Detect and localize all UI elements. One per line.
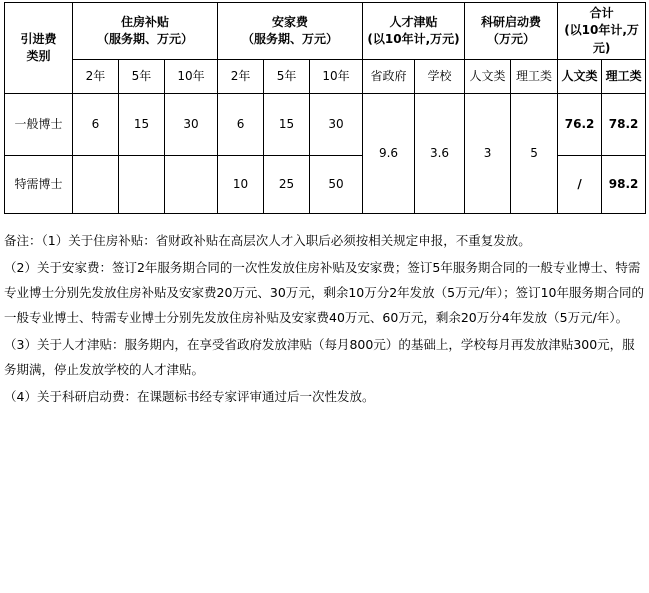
header-housing-10y: 10年 [165, 60, 218, 94]
cell-total-humanities-general: 76.2 [558, 94, 602, 156]
table-row [5, 94, 646, 156]
cell-talent-province: 9.6 [363, 94, 415, 214]
header-housing-5y: 5年 [119, 60, 165, 94]
cell-housing-5y-general: 15 [119, 94, 165, 156]
cell-settling-10y-general: 30 [310, 94, 363, 156]
cell-settling-10y-special: 50 [310, 156, 363, 214]
row-label-special-doctor: 特需博士 [5, 156, 73, 214]
header-settling-2y: 2年 [218, 60, 264, 94]
header-housing-line1: 住房补贴 [121, 14, 170, 29]
cell-settling-5y-general: 15 [264, 94, 310, 156]
header-research [465, 3, 558, 60]
cell-housing-10y-general: 30 [165, 94, 218, 156]
header-total [558, 3, 646, 60]
note-2: （2）关于安家费：签订2年服务期合同的一次性发放住房补贴及安家费；签订5年服务期合同的一般专业博士、特需专业博士分别先发放住房补贴及安家费20万元、30万元，剩余10万分2年发放（5万元/年）；签订10年服务期合同的一般专业博士、特需专业博士分别先发放住房补贴及安家费40万元、60万元，剩余20万分4年发放（5万元/年）。 [4, 260, 644, 326]
cell-housing-5y-special [119, 156, 165, 214]
header-settling-line1: 安家费 [272, 14, 309, 29]
table-header-row-2 [5, 60, 646, 94]
cell-research-humanities: 3 [465, 94, 511, 214]
cell-housing-10y-special [165, 156, 218, 214]
header-settling [218, 3, 363, 60]
cell-total-science-special: 98.2 [602, 156, 646, 214]
note-3: （3）关于人才津贴：服务期内，在享受省政府发放津贴（每月800元）的基础上，学校每月再发放津贴300元，服务期满，停止发放学校的人才津贴。 [4, 337, 635, 378]
header-housing-line2: （服务期、万元） [97, 32, 194, 47]
header-category-line2: 类别 [26, 49, 51, 64]
header-talent-school: 学校 [415, 60, 465, 94]
cell-total-humanities-special: / [558, 156, 602, 214]
header-talent-line1: 人才津贴 [389, 14, 438, 29]
header-talent-line2: (以10年计,万元) [367, 32, 460, 47]
document-page [0, 2, 649, 593]
header-total-science: 理工类 [602, 60, 646, 94]
table-header-row-1 [5, 3, 646, 60]
cell-research-science: 5 [511, 94, 558, 214]
cell-housing-2y-general: 6 [73, 94, 119, 156]
cell-settling-2y-general: 6 [218, 94, 264, 156]
row-label-general-doctor: 一般博士 [5, 94, 73, 156]
header-research-science: 理工类 [511, 60, 558, 94]
notes-section [4, 228, 645, 409]
header-total-line2: (以10年计,万元) [564, 23, 639, 55]
header-talent [363, 3, 465, 60]
cell-total-science-general: 78.2 [602, 94, 646, 156]
header-settling-10y: 10年 [310, 60, 363, 94]
note-4: （4）关于科研启动费：在课题标书经专家评审通过后一次性发放。 [4, 389, 375, 405]
header-settling-5y: 5年 [264, 60, 310, 94]
header-total-humanities: 人文类 [558, 60, 602, 94]
header-category [5, 3, 73, 94]
note-1: 备注：（1）关于住房补贴：省财政补贴在高层次人才入职后必须按相关规定申报，不重复发放。 [4, 233, 531, 249]
header-housing [73, 3, 218, 60]
header-total-line1: 合计 [589, 6, 614, 20]
cell-talent-school: 3.6 [415, 94, 465, 214]
cell-settling-5y-special: 25 [264, 156, 310, 214]
cell-housing-2y-special [73, 156, 119, 214]
header-talent-province: 省政府 [363, 60, 415, 94]
header-settling-line2: （服务期、万元） [242, 32, 339, 47]
cell-settling-2y-special: 10 [218, 156, 264, 214]
header-category-line1: 引进费 [20, 31, 57, 46]
header-research-line1: 科研启动费 [481, 14, 542, 29]
benefits-table [4, 2, 646, 214]
header-housing-2y: 2年 [73, 60, 119, 94]
header-research-line2: （万元） [487, 32, 536, 47]
header-research-humanities: 人文类 [465, 60, 511, 94]
